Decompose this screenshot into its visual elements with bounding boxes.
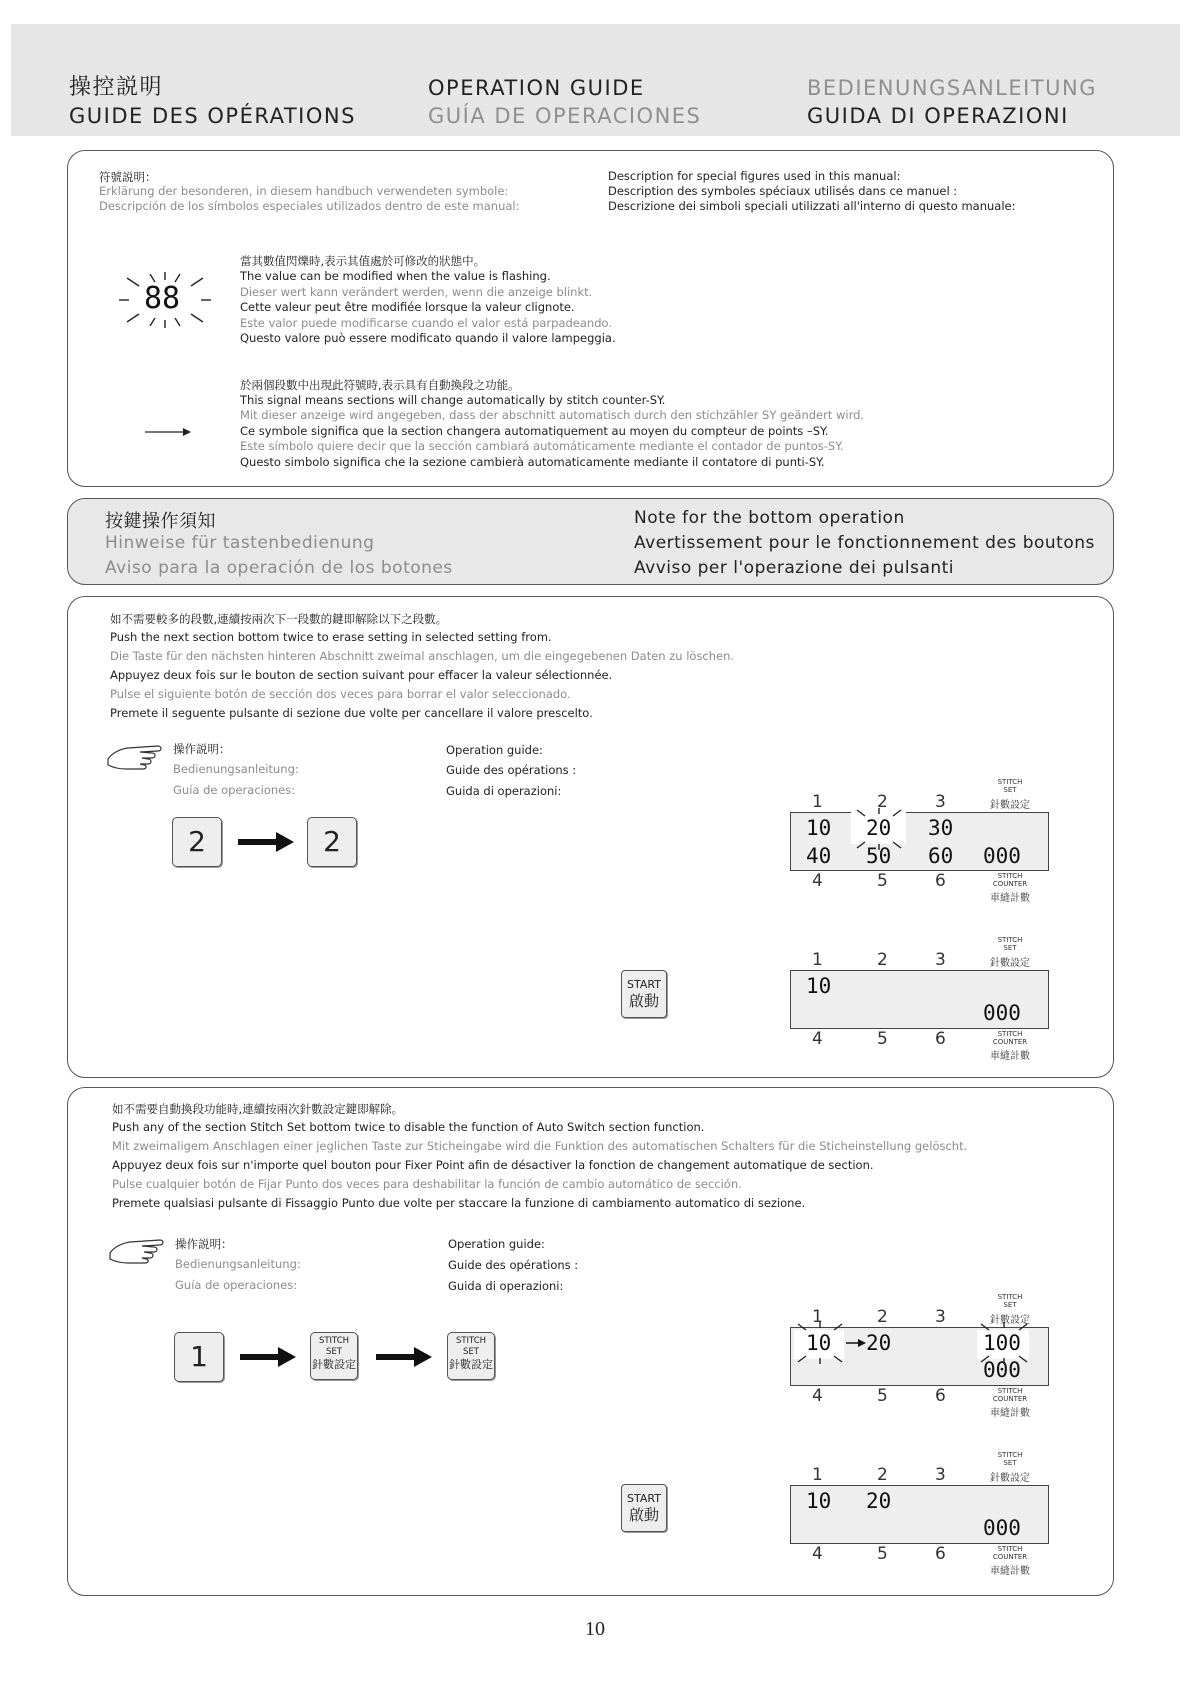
s1-guide-de: Bedienungsanleitung: [173, 762, 299, 776]
flash-desc-zh: 當其數值閃爍時,表示其值處於可修改的狀態中。 [240, 254, 486, 268]
lcd-label-3: 3 [935, 1307, 946, 1327]
symbols-title-zh: 符號説明： [99, 170, 157, 184]
s1-guide-zh: 操作説明： [173, 742, 231, 756]
lcd-value-1: 10 [806, 974, 832, 998]
lcd-counter-cn-label: 車縫計數 [990, 1051, 1030, 1062]
lcd-stitch-set-label: STITCH SET [997, 1293, 1023, 1309]
start-button[interactable] [621, 1484, 667, 1532]
page-number: 10 [585, 1618, 605, 1640]
lcd-label-1: 1 [812, 950, 823, 970]
lcd-stitch-counter-label: STITCH COUNTER [992, 1545, 1028, 1561]
lcd-label-4: 4 [812, 1029, 823, 1049]
lcd-label-4: 4 [812, 1544, 823, 1564]
flashing-value-digits: 88 [144, 281, 181, 316]
s1-guide-it: Guida di operazioni: [446, 784, 562, 798]
arrow-desc-en: This signal means sections will change automatically by stitch counter-SY. [240, 393, 666, 407]
s1-guide-en: Operation guide: [446, 743, 543, 757]
s2-guide-zh: 操作説明： [175, 1237, 233, 1251]
lcd-label-4: 4 [812, 1386, 823, 1406]
auto-switch-arrow-icon [145, 426, 191, 438]
header-title-es: GUÍA DE OPERACIONES [428, 104, 702, 128]
start-button[interactable] [621, 970, 667, 1018]
lcd-value-1: 10 [806, 1489, 832, 1513]
stitch-set-button-repeat[interactable]: STITCH SET 針數設定 [447, 1332, 495, 1380]
arrow-desc-de: Mit dieser anzeige wird angegeben, dass der abschnitt automatisch durch den stichzähler SY geändert wird. [240, 408, 865, 422]
s2-line-zh: 如不需要自動換段功能時,連續按兩次針數設定鍵即解除。 [112, 1102, 404, 1116]
lcd-label-1: 1 [812, 1307, 823, 1327]
note-title-it: Avviso per l'operazione dei pulsanti [634, 558, 955, 578]
s2-guide-es: Guía de operaciones: [175, 1278, 298, 1292]
s1-line-es: Pulse el siguiente botón de sección dos veces para borrar el valor seleccionado. [110, 687, 571, 701]
pointing-hand-icon [108, 1233, 168, 1267]
start-label-cn: 啟動 [628, 992, 659, 1010]
lcd-stitch-counter-label: STITCH COUNTER [992, 872, 1028, 888]
start-label: START [627, 978, 661, 991]
s1-line-it: Premete il seguente pulsante di sezione due volte per cancellare il valore prescelto. [110, 706, 593, 720]
lcd-counter-cn-label: 車縫計數 [990, 1566, 1030, 1577]
lcd-set-cn-label: 針數設定 [990, 800, 1030, 811]
lcd-label-1: 1 [812, 792, 823, 812]
lcd-value-3: 30 [928, 816, 954, 840]
note-title-fr: Avertissement pour le fonctionnement des boutons [634, 533, 1095, 553]
lcd-stitch-counter-label: STITCH COUNTER [992, 1387, 1028, 1403]
lcd-counter-cn-label: 車縫計數 [990, 1408, 1030, 1419]
lcd-set-cn-label: 針數設定 [990, 1473, 1030, 1484]
note-title-es: Aviso para la operación de los botones [105, 558, 453, 578]
s1-line-zh: 如不需要較多的段數,連續按兩次下一段數的鍵即解除以下之段數。 [110, 612, 448, 626]
lcd-value-2: 20 [866, 816, 892, 840]
start-label-cn: 啟動 [628, 1506, 659, 1524]
arrow-right-icon [376, 1347, 432, 1367]
s2-guide-de: Bedienungsanleitung: [175, 1257, 301, 1271]
lcd-stitch-counter-label: STITCH COUNTER [992, 1030, 1028, 1046]
lcd-stitch-set-label: STITCH SET [997, 936, 1023, 952]
arrow-right-icon [240, 1347, 296, 1367]
lcd-label-3: 3 [935, 1465, 946, 1485]
header-title-de: BEDIENUNGSANLEITUNG [807, 76, 1098, 100]
note-title-zh: 按鍵操作須知 [105, 511, 216, 532]
symbols-title-de: Erklärung der besonderen, in diesem handbuch verwendeten symbole: [99, 184, 509, 198]
section-1-key[interactable]: 1 [174, 1332, 224, 1382]
lcd-counter-value: 000 [983, 1358, 1021, 1382]
s2-line-fr: Appuyez deux fois sur n'importe quel bouton pour Fixer Point afin de désactiver la fonction de changement automatique de section. [112, 1158, 874, 1172]
lcd-label-3: 3 [935, 792, 946, 812]
arrow-desc-fr: Ce symbole significa que la section changera automatiquement au moyen du compteur de points –SY. [240, 424, 829, 438]
header-title-it: GUIDA DI OPERAZIONI [807, 104, 1069, 128]
lcd-label-1: 1 [812, 1465, 823, 1485]
lcd-label-4: 4 [812, 871, 823, 891]
lcd-label-5: 5 [877, 871, 888, 891]
s2-line-en: Push any of the section Stitch Set bottom twice to disable the function of Auto Switch section function. [112, 1120, 705, 1134]
s1-line-fr: Appuyez deux fois sur le bouton de section suivant pour effacer la valeur sélectionnée. [110, 668, 613, 682]
arrow-desc-es: Este símbolo quiere decir que la sección cambiará automáticamente mediante el contador de puntos-SY. [240, 439, 844, 453]
lcd-label-6: 6 [935, 1544, 946, 1564]
note-title-en: Note for the bottom operation [634, 508, 905, 528]
lcd-label-2: 2 [877, 1465, 888, 1485]
header-title-fr: GUIDE DES OPÉRATIONS [69, 104, 356, 128]
lcd-value-1: 10 [806, 1331, 832, 1355]
lcd-label-6: 6 [935, 1386, 946, 1406]
flash-desc-es: Este valor puede modificarse cuando el valor está parpadeando. [240, 316, 612, 330]
s1-guide-fr: Guide des opérations : [446, 763, 577, 777]
s2-line-it: Premete qualsiasi pulsante di Fissaggio Punto due volte per staccare la funzione di cambiamento automatico di sezione. [112, 1196, 806, 1210]
stitch-set-button[interactable]: STITCH SET 針數設定 [310, 1332, 358, 1380]
s1-line-en: Push the next section bottom twice to erase setting in selected setting from. [110, 630, 552, 644]
lcd-set-cn-label: 針數設定 [990, 1315, 1030, 1326]
s2-line-de: Mit zweimaligem Anschlagen einer jeglichen Taste zur Sticheingabe wird die Funktion des automatischen Schalters für die Sticheinstellung gelöscht. [112, 1139, 968, 1153]
arrow-desc-zh: 於兩個段數中出現此符號時,表示具有自動換段之功能。 [240, 378, 520, 392]
lcd-set-cn-label: 針數設定 [990, 958, 1030, 969]
lcd-value-1: 10 [806, 816, 832, 840]
lcd-value-5: 50 [866, 844, 892, 868]
lcd-label-3: 3 [935, 950, 946, 970]
symbols-title-it: Descrizione dei simboli speciali utilizzati all'interno di questo manuale: [608, 199, 1016, 213]
pointing-hand-icon [106, 739, 166, 773]
s2-guide-it: Guida di operazioni: [448, 1279, 564, 1293]
lcd-label-2: 2 [877, 1307, 888, 1327]
flash-desc-en: The value can be modified when the value is flashing. [240, 269, 551, 283]
lcd-value-2: 20 [866, 1331, 892, 1355]
lcd-label-6: 6 [935, 871, 946, 891]
flash-desc-it: Questo valore può essere modificato quando il valore lampeggia. [240, 331, 616, 345]
lcd-stitch-set-label: STITCH SET [997, 778, 1023, 794]
arrow-right-icon [238, 832, 294, 852]
symbols-title-es: Descripción de los símbolos especiales utilizados dentro de este manual: [99, 199, 520, 213]
note-title-de: Hinweise für tastenbedienung [105, 533, 375, 553]
lcd-value-2: 20 [866, 1489, 892, 1513]
s1-guide-es: Guía de operaciones: [173, 783, 296, 797]
lcd-label-2: 2 [877, 792, 888, 812]
s1-line-de: Die Taste für den nächsten hinteren Abschnitt zweimal anschlagen, um die eingegebenen Daten zu löschen. [110, 649, 735, 663]
s2-guide-en: Operation guide: [448, 1237, 545, 1251]
header-title-zh: 操控説明 [69, 75, 164, 100]
lcd-counter-value: 000 [983, 844, 1021, 868]
symbols-title-fr: Description des symboles spéciaux utilisés dans ce manuel : [608, 184, 958, 198]
lcd-stitch-set-label: STITCH SET [997, 1451, 1023, 1467]
start-label: START [627, 1492, 661, 1505]
lcd-counter-value: 000 [983, 1516, 1021, 1540]
lcd-counter-cn-label: 車縫計數 [990, 893, 1030, 904]
section-2-key-repeat[interactable]: 2 [307, 817, 357, 867]
s2-guide-fr: Guide des opérations : [448, 1258, 579, 1272]
header-title-en: OPERATION GUIDE [428, 76, 645, 100]
section-2-key[interactable]: 2 [172, 817, 222, 867]
lcd-value-4: 40 [806, 844, 832, 868]
lcd-label-5: 5 [877, 1544, 888, 1564]
lcd-label-5: 5 [877, 1386, 888, 1406]
arrow-desc-it: Questo simbolo significa che la sezione cambierà automaticamente mediante il contatore di punti-SY. [240, 455, 825, 469]
flash-desc-de: Dieser wert kann verändert werden, wenn die anzeige blinkt. [240, 285, 593, 299]
symbols-title-en: Description for special figures used in this manual: [608, 169, 901, 183]
lcd-label-6: 6 [935, 1029, 946, 1049]
lcd-value-6: 60 [928, 844, 954, 868]
s2-line-es: Pulse cualquier botón de Fijar Punto dos veces para deshabilitar la función de cambio automático de sección. [112, 1177, 742, 1191]
auto-switch-arrow-icon [846, 1337, 866, 1349]
lcd-counter-value: 000 [983, 1001, 1021, 1025]
lcd-label-5: 5 [877, 1029, 888, 1049]
flash-desc-fr: Cette valeur peut être modifiée lorsque la valeur clignote. [240, 300, 575, 314]
lcd-set-value: 100 [983, 1331, 1021, 1355]
lcd-label-2: 2 [877, 950, 888, 970]
